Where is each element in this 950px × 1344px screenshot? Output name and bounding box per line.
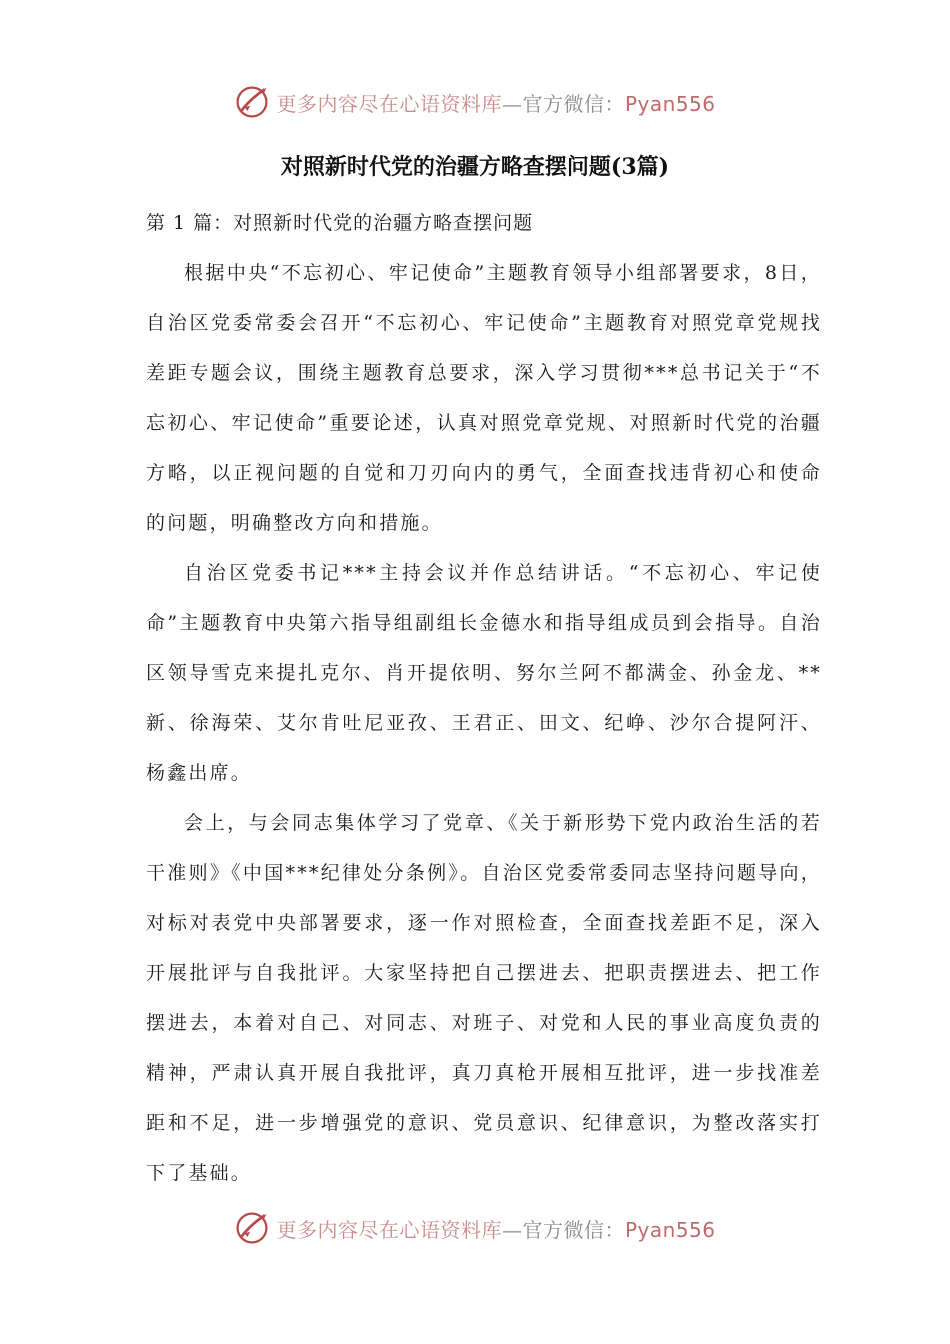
document-title: 对照新时代党的治疆方略查摆问题(3篇) [280,154,670,180]
article-body [146,198,822,1198]
watermark-id: Pyan556 [624,91,716,116]
watermark-sub: 官方微信： [522,91,625,116]
header-watermark [0,82,950,122]
paragraph-1: 根据中央“不忘初心、牢记使命”主题教育领导小组部署要求，8日，自治区党委常委会召开“不忘初心、牢记使命”主题教育对照党章党规找差距专题会议，围绕主题教育总要求，深入学习贯彻***总书记关于“不忘初心、牢记使命”重要论述，认真对照党章党规、对照新时代党的治疆方略，以正视问题的自觉和刀刃向内的勇气，全面查找违背初心和使命的问题，明确整改方向和措施。 [146,262,822,534]
pen-logo-icon [234,1210,270,1246]
paragraph-2: 自治区党委书记***主持会议并作总结讲话。“不忘初心、牢记使命”主题教育中央第六指导组副组长金德水和指导组成员到会指导。自治区领导雪克来提扎克尔、肖开提依明、努尔兰阿不都满金、孙金龙、**新、徐海荣、艾尔肯吐尼亚孜、王君正、田文、纪峥、沙尔合提阿汗、杨鑫出席。 [146,562,822,784]
watermark-sub: 官方微信： [522,1217,625,1242]
watermark-id: Pyan556 [624,1217,716,1242]
watermark-main: 更多内容尽在心语资料库 [276,91,502,116]
watermark-dash: — [501,91,523,116]
section-heading: 第 1 篇：对照新时代党的治疆方略查摆问题 [146,212,534,234]
pen-logo-icon [234,84,270,120]
watermark-dash: — [501,1217,523,1242]
watermark-text [276,1214,715,1243]
footer-watermark [0,1208,950,1248]
paragraph-3: 会上，与会同志集体学习了党章、《关于新形势下党内政治生活的若干准则》《中国***纪律处分条例》。自治区党委常委同志坚持问题导向，对标对表党中央部署要求，逐一作对照检查，全面查找差距不足，深入开展批评与自我批评。大家坚持把自己摆进去、把职责摆进去、把工作摆进去，本着对自己、对同志、对班子、对党和人民的事业高度负责的精神，严肃认真开展自我批评，真刀真枪开展相互批评，进一步找准差距和不足，进一步增强党的意识、党员意识、纪律意识，为整改落实打下了基础。 [146,812,822,1184]
watermark-main: 更多内容尽在心语资料库 [276,1217,502,1242]
watermark-text [276,88,715,117]
